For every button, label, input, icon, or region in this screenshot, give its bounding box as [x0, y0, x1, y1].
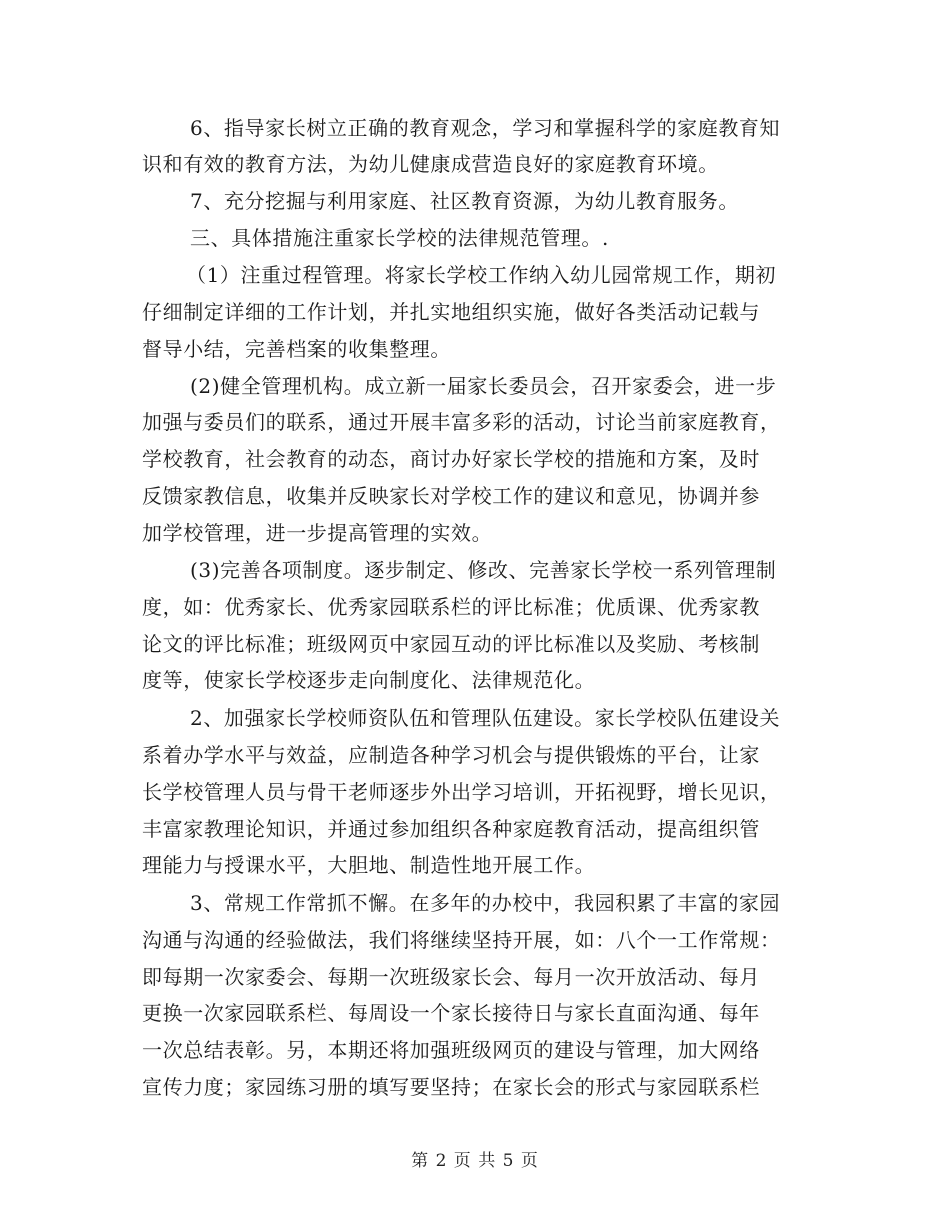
text-line: 丰富家教理论知识，并通过参加组织各种家庭教育活动，提高组织管 [142, 817, 760, 841]
text-line: 更换一次家园联系栏、每周设一个家长接待日与家长直面沟通、每年 [142, 1001, 760, 1025]
text-line: 7、充分挖掘与利用家庭、社区教育资源，为幼儿教育服务。 [190, 189, 739, 213]
text-line: 度，如：优秀家长、优秀家园联系栏的评比标准；优质课、优秀家教 [142, 595, 760, 619]
text-line: （1）注重过程管理。将家长学校工作纳入幼儿园常规工作，期初 [186, 263, 777, 287]
text-line: 3、常规工作常抓不懈。在多年的办校中，我园积累了丰富的家园 [190, 891, 781, 915]
text-line: 加学校管理，进一步提高管理的实效。 [142, 521, 493, 545]
text-line: 三、具体措施注重家长学校的法律规范管理。. [190, 226, 609, 250]
text-line: 仔细制定详细的工作计划，并扎实地组织实施，做好各类活动记载与 [142, 300, 760, 324]
text-line: 度等，使家长学校逐步走向制度化、法律规范化。 [142, 668, 596, 692]
text-line: 即每期一次家委会、每期一次班级家长会、每月一次开放活动、每月 [142, 965, 760, 989]
text-line: 长学校管理人员与骨干老师逐步外出学习培训，开拓视野，增长见识， [142, 780, 781, 804]
text-line: 学校教育，社会教育的动态，商讨办好家长学校的措施和方案，及时 [142, 447, 760, 471]
text-line: 系着办学水平与效益，应制造各种学习机会与提供锻炼的平台，让家 [142, 743, 760, 767]
text-line: 一次总结表彰。另，本期还将加强班级网页的建设与管理，加大网络 [142, 1038, 760, 1062]
text-line: 6、指导家长树立正确的教育观念，学习和掌握科学的家庭教育知 [190, 116, 781, 140]
text-line: 沟通与沟通的经验做法，我们将继续坚持开展，如：八个一工作常规： [142, 928, 781, 952]
text-line: (3)完善各项制度。逐步制定、修改、完善家长学校一系列管理制 [190, 558, 777, 582]
text-line: 加强与委员们的联系，通过开展丰富多彩的活动，讨论当前家庭教育， [142, 410, 781, 434]
text-line: 理能力与授课水平，大胆地、制造性地开展工作。 [142, 853, 596, 877]
text-line: 识和有效的教育方法，为幼儿健康成营造良好的家庭教育环境。 [142, 152, 719, 176]
text-line: 论文的评比标准；班级网页中家园互动的评比标准以及奖励、考核制 [142, 632, 760, 656]
text-line: 宣传力度；家园练习册的填写要坚持；在家长会的形式与家园联系栏 [142, 1075, 760, 1099]
text-line: 督导小结，完善档案的收集整理。 [142, 337, 451, 361]
page-number-footer: 第 2 页 共 5 页 [411, 1151, 539, 1171]
text-line: 反馈家教信息，收集并反映家长对学校工作的建议和意见，协调并参 [142, 484, 760, 508]
text-line: (2)健全管理机构。成立新一届家长委员会，召开家委会，进一步 [190, 374, 777, 398]
text-line: 2、加强家长学校师资队伍和管理队伍建设。家长学校队伍建设关 [190, 706, 781, 730]
